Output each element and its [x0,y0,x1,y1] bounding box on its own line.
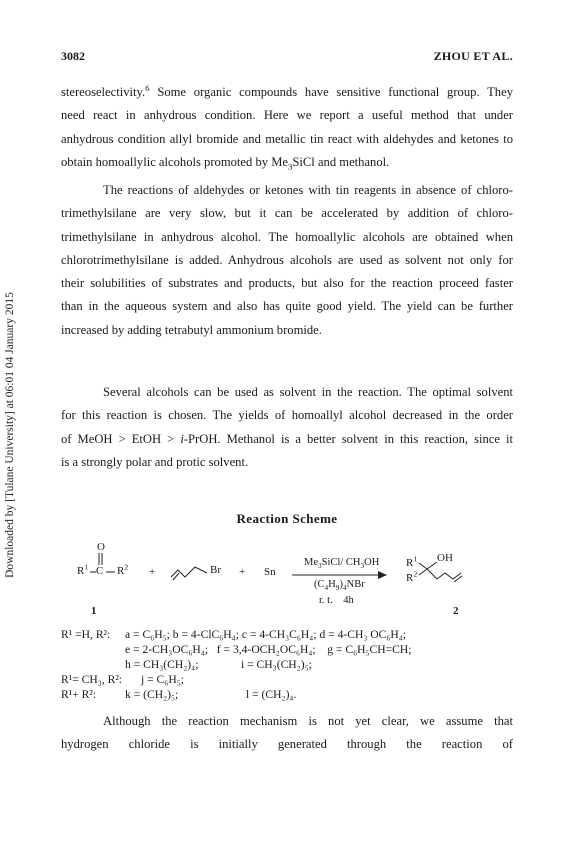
text-line: increased by adding tetrabutyl ammonium bromide. [61,322,322,337]
text-line: of MeOH > EtOH > i-PrOH. Methanol is a better solvent in this reaction, since it [61,431,514,446]
bromide-label: Br [210,564,221,576]
compound-label-1: 1 [91,605,97,617]
text-line: is a strongly polar and protic solvent. [61,454,249,469]
text-line: need react in anhydrous condition. Here we report a useful method that under [61,108,513,123]
scheme-title: Reaction Scheme [236,511,338,526]
def-r1-me: R¹= CH₃, R²: [61,673,123,686]
def-k: k = (CH₂)₅; [125,688,179,701]
condition-catalyst: $(C_4H_9)_4NBr$ [314,579,365,593]
reaction-scheme [61,535,513,620]
running-authors: ZHOU ET AL. [433,49,513,63]
text-line: their solubilities of substrates and products, but also for the reaction proceed faster [61,276,513,291]
text-line: for this reaction is chosen. The yields of homoallyl alcohol decreased in the order [61,408,513,423]
text-line: anhydrous condition allyl bromide and metallic tin react with aldehydes and ketones to [61,131,513,146]
def-l: l = (CH₂)₄. [246,688,297,701]
product-bond-r2 [419,569,427,575]
text-line: trimethylsilane in anhydrous alcohol. The homoallylic alcohols are obtained when [61,229,513,244]
plus-sign: + [149,566,156,578]
text-line: Although the reaction mechanism is not yet clear, we assume that [103,714,513,728]
text-line: chlorotrimethylsilane is added. Anhydrous alcohols are used as solvent not only for [61,252,513,267]
text-line: The reactions of aldehydes or ketones with tin reagents in absence of chloro- [103,183,513,197]
def-e-g: e = 2-CH₃OC₆H₄; f = 3,4-OCH₂OC₆H₄; g = C₆H₅CH=CH; [125,643,412,656]
text-line: hydrogen chloride is initially generated through the reaction of [61,737,513,752]
citation-ref: 6 [145,82,150,93]
download-note: Downloaded by [Tulane University] at 06:01 04 January 2015 [4,291,16,578]
text-line: stereoselectivity.$^6$ Some organic compounds have sensitive functional group. They [61,82,513,99]
paragraph-intro [61,81,513,174]
carbonyl-carbon: C [96,565,104,577]
tin-label: Sn [264,566,276,578]
product-r2: $R^2$ [406,569,418,584]
ketone-r2: $R^2$ [117,562,129,577]
ketone-r1: $R^1$ [77,562,89,577]
product-bond-oh [427,562,437,569]
text-line: trimethylsilane are very slow, but it can be accelerated by addition of chloro- [61,206,513,221]
def-r1-r2: R¹+ R²: [61,688,97,701]
text-line: Several alcohols can be used as solvent in the reaction. The optimal solvent [103,385,513,399]
paragraph-reactions [61,179,513,342]
download-watermark [3,262,17,607]
page-number: 3082 [61,49,85,63]
compound-label-2: 2 [453,605,459,617]
def-i: i = CH₃(CH₂)₅; [241,658,312,671]
reaction-arrow-head [378,571,387,579]
condition-reagents: $Me_3SiCl/$ $CH_3OH$ [304,557,380,571]
running-header [61,49,513,67]
oxygen-atom: O [97,541,105,553]
text-line: than in the aqueous system and also has quite good yield. The yield can be further [61,299,513,314]
def-r1-h: R¹ =H, R²: [61,628,111,641]
product-r1: $R^1$ [406,554,418,569]
def-a-d: a = C₆H₅; b = 4-ClC₆H₄; c = 4-CH₃C₆H₄; d = 4-CH₃ OC₆H₄; [125,628,407,641]
def-h: h = CH₃(CH₂)₄; [125,658,199,671]
product-allyl-chain [427,569,461,579]
text-line: obtain homoallylic alcohols promoted by $Me_3SiCl$ and methanol. [61,154,390,172]
def-j: j = C₆H₅; [141,673,184,686]
paragraph-mechanism [61,710,513,757]
product-bond-r1 [419,563,427,569]
paragraph-solvents [61,381,513,474]
hydroxyl-label: OH [437,552,453,564]
scheme-drawing [61,535,513,620]
plus-sign: + [239,566,246,578]
condition-time: r. t. 4h [319,595,354,606]
